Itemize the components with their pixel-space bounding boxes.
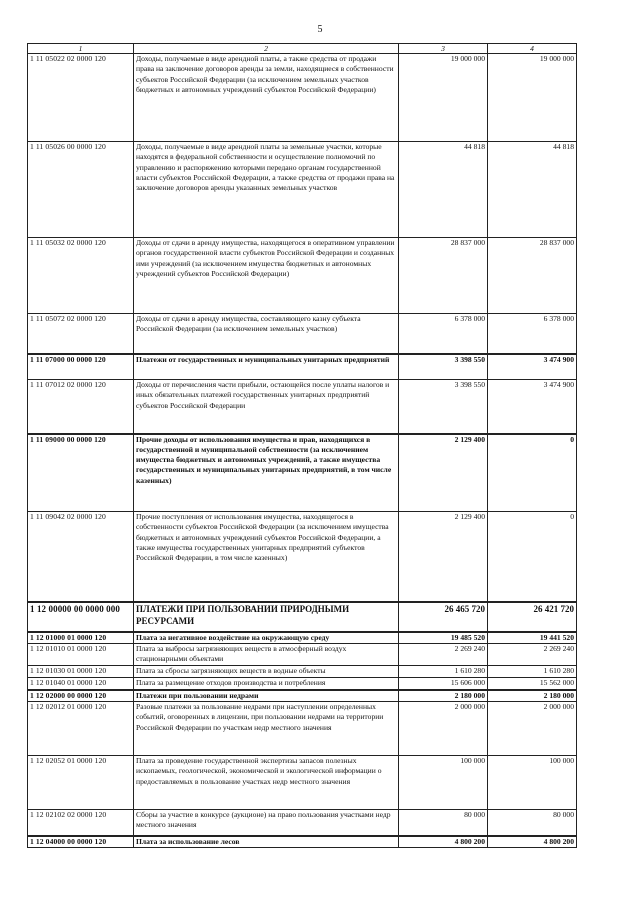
budget-code: 1 12 01000 01 0000 120 xyxy=(28,632,134,644)
revenue-name: Доходы, получаемые в виде арендной платы, а также средства от продажи права на заключение договоров аренды за земли, находящиеся в собственности субъектов Российской Федерации (за исключением земельных участков бюджетных и автономных учреждений субъектов Российской Федерации) xyxy=(134,54,399,142)
amount-col3: 2 180 000 xyxy=(399,690,488,702)
amount-col3: 2 129 400 xyxy=(399,512,488,602)
amount-col4: 3 474 900 xyxy=(488,354,577,380)
budget-code: 1 12 02000 00 0000 120 xyxy=(28,690,134,702)
revenue-name: Плата за использование лесов xyxy=(134,836,399,848)
amount-col4: 3 474 900 xyxy=(488,380,577,434)
budget-code: 1 11 05026 00 0000 120 xyxy=(28,142,134,238)
revenue-name: Плата за выбросы загрязняющих веществ в атмосферный воздух стационарными объектами xyxy=(134,644,399,666)
page-number: 5 xyxy=(317,24,323,35)
table-row xyxy=(28,690,577,702)
amount-col4: 1 610 280 xyxy=(488,666,577,678)
amount-col4: 28 837 000 xyxy=(488,238,577,314)
budget-code: 1 11 05022 02 0000 120 xyxy=(28,54,134,142)
revenue-table xyxy=(27,43,577,848)
amount-col3: 6 378 000 xyxy=(399,314,488,354)
table-row xyxy=(28,54,577,142)
revenue-name: Доходы от перечисления части прибыли, остающейся после уплаты налогов и иных обязательных платежей государственных унитарных предприятий субъектов Российской Федерации xyxy=(134,380,399,434)
table-row xyxy=(28,810,577,836)
amount-col3: 3 398 550 xyxy=(399,380,488,434)
amount-col3: 44 818 xyxy=(399,142,488,238)
budget-code: 1 12 01030 01 0000 120 xyxy=(28,666,134,678)
revenue-name: ПЛАТЕЖИ ПРИ ПОЛЬЗОВАНИИ ПРИРОДНЫМИ РЕСУРСАМИ xyxy=(134,602,399,632)
amount-col4: 2 180 000 xyxy=(488,690,577,702)
budget-code: 1 12 04000 00 0000 120 xyxy=(28,836,134,848)
table-row xyxy=(28,314,577,354)
budget-code: 1 12 02052 01 0000 120 xyxy=(28,756,134,810)
budget-code: 1 12 00000 00 0000 000 xyxy=(28,602,134,632)
amount-col4: 19 441 520 xyxy=(488,632,577,644)
amount-col4: 19 000 000 xyxy=(488,54,577,142)
revenue-name: Плата за сбросы загрязняющих веществ в водные объекты xyxy=(134,666,399,678)
budget-code: 1 12 02102 02 0000 120 xyxy=(28,810,134,836)
amount-col3: 100 000 xyxy=(399,756,488,810)
amount-col3: 15 606 000 xyxy=(399,678,488,690)
budget-code: 1 12 01010 01 0000 120 xyxy=(28,644,134,666)
budget-code: 1 11 05032 02 0000 120 xyxy=(28,238,134,314)
amount-col4: 2 000 000 xyxy=(488,702,577,756)
revenue-name: Плата за негативное воздействие на окружающую среду xyxy=(134,632,399,644)
amount-col3: 4 800 200 xyxy=(399,836,488,848)
amount-col3: 3 398 550 xyxy=(399,354,488,380)
table-row xyxy=(28,512,577,602)
amount-col3: 28 837 000 xyxy=(399,238,488,314)
revenue-name: Разовые платежи за пользование недрами при наступлении определенных событий, оговоренных в лицензии, при пользовании недрами на территории Российской Федерации по участкам недр местного значения xyxy=(134,702,399,756)
revenue-name: Прочие доходы от использования имущества и прав, находящихся в государственной и муниципальной собственности (за исключением имущества бюджетных и автономных учреждений, а также имущества государственных и муниципальных унитарных предприятий, в том числе казенных) xyxy=(134,434,399,512)
amount-col4: 6 378 000 xyxy=(488,314,577,354)
table-row xyxy=(28,756,577,810)
amount-col3: 19 000 000 xyxy=(399,54,488,142)
budget-code: 1 11 09000 00 0000 120 xyxy=(28,434,134,512)
amount-col4: 0 xyxy=(488,434,577,512)
column-header-2: 2 xyxy=(134,44,399,54)
amount-col3: 19 485 520 xyxy=(399,632,488,644)
budget-code: 1 11 07012 02 0000 120 xyxy=(28,380,134,434)
budget-code: 1 12 01040 01 0000 120 xyxy=(28,678,134,690)
revenue-name: Плата за размещение отходов производства и потребления xyxy=(134,678,399,690)
budget-code: 1 11 05072 02 0000 120 xyxy=(28,314,134,354)
revenue-name: Доходы от сдачи в аренду имущества, составляющего казну субъекта Российской Федерации (за исключением земельных участков) xyxy=(134,314,399,354)
table-row xyxy=(28,380,577,434)
table-row xyxy=(28,238,577,314)
budget-code: 1 11 09042 02 0000 120 xyxy=(28,512,134,602)
revenue-name: Доходы, получаемые в виде арендной платы за земельные участки, которые находятся в федеральной собственности и осуществление полномочий по управлению и распоряжению которыми передано органам государственной власти субъектов Российской Федерации, а также средства от продажи права на заключение договоров аренды указанных земельных участков xyxy=(134,142,399,238)
budget-code: 1 12 02012 01 0000 120 xyxy=(28,702,134,756)
revenue-name: Платежи от государственных и муниципальных унитарных предприятий xyxy=(134,354,399,380)
amount-col4: 44 818 xyxy=(488,142,577,238)
column-header-4: 4 xyxy=(488,44,577,54)
amount-col3: 80 000 xyxy=(399,810,488,836)
amount-col3: 2 269 240 xyxy=(399,644,488,666)
table-row xyxy=(28,666,577,678)
revenue-name: Плата за проведение государственной экспертизы запасов полезных ископаемых, геологической, экономической и экологической информации о предоставляемых в пользование участках недр местного значения xyxy=(134,756,399,810)
table-row xyxy=(28,632,577,644)
amount-col4: 0 xyxy=(488,512,577,602)
amount-col3: 2 129 400 xyxy=(399,434,488,512)
amount-col4: 80 000 xyxy=(488,810,577,836)
amount-col4: 26 421 720 xyxy=(488,602,577,632)
budget-code: 1 11 07000 00 0000 120 xyxy=(28,354,134,380)
amount-col4: 15 562 000 xyxy=(488,678,577,690)
amount-col4: 2 269 240 xyxy=(488,644,577,666)
table-row xyxy=(28,702,577,756)
column-header-3: 3 xyxy=(399,44,488,54)
table-row xyxy=(28,602,577,632)
revenue-name: Доходы от сдачи в аренду имущества, находящегося в оперативном управлении органов государственной власти субъектов Российской Федерации и созданных ими учреждений (за исключением имущества бюджетных и автономных учреждений субъектов Российской Федерации) xyxy=(134,238,399,314)
table-row xyxy=(28,678,577,690)
column-header-1: 1 xyxy=(28,44,134,54)
revenue-name: Прочие поступления от использования имущества, находящегося в собственности субъектов Российской Федерации (за исключением имущества бюджетных и автономных учреждений субъектов Российской Федерации, а также имущества государственных унитарных предприятий субъектов Российской Федерации, в том числе казенных) xyxy=(134,512,399,602)
table-row xyxy=(28,434,577,512)
revenue-name: Платежи при пользовании недрами xyxy=(134,690,399,702)
amount-col3: 2 000 000 xyxy=(399,702,488,756)
table-row xyxy=(28,354,577,380)
amount-col4: 4 800 200 xyxy=(488,836,577,848)
table-row xyxy=(28,644,577,666)
table-row xyxy=(28,836,577,848)
amount-col3: 26 465 720 xyxy=(399,602,488,632)
amount-col3: 1 610 280 xyxy=(399,666,488,678)
table-header-row xyxy=(28,44,577,54)
table-row xyxy=(28,142,577,238)
amount-col4: 100 000 xyxy=(488,756,577,810)
revenue-name: Сборы за участие в конкурсе (аукционе) на право пользования участками недр местного значения xyxy=(134,810,399,836)
